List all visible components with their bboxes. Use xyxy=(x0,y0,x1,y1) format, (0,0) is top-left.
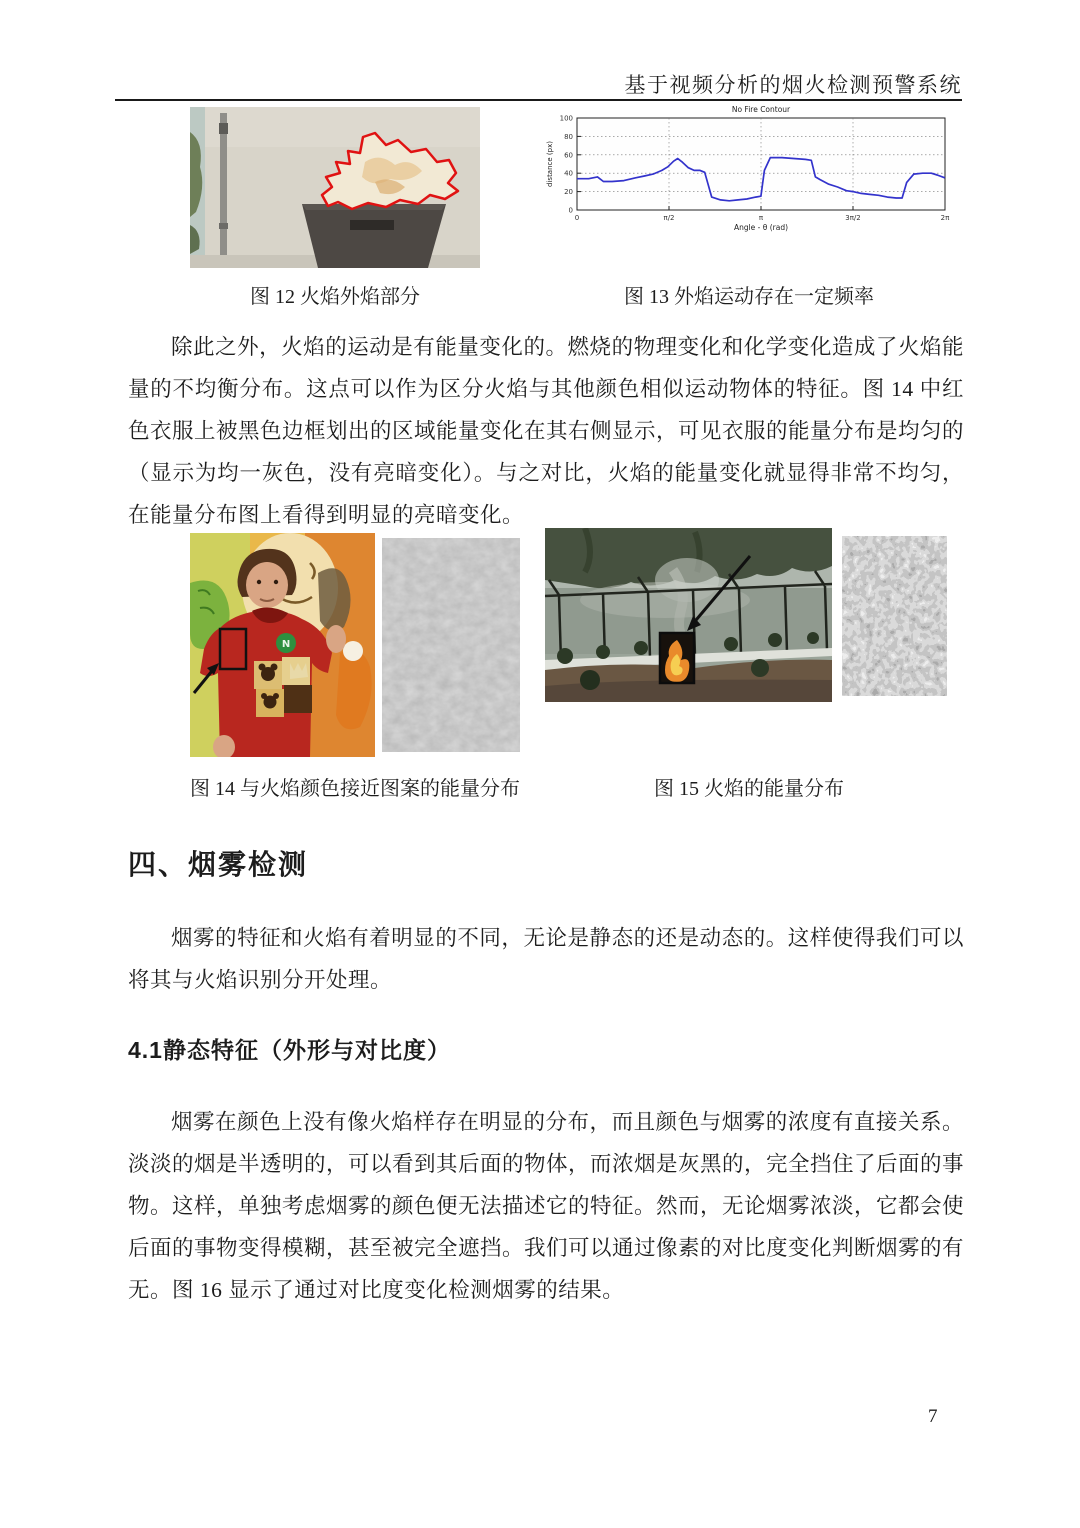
header-rule xyxy=(115,99,962,101)
x-tick-label: π xyxy=(758,214,764,222)
figure-14-image xyxy=(190,533,520,757)
y-tick-label: 40 xyxy=(564,169,573,178)
fire-scene-photo xyxy=(545,528,832,702)
boy-red-shirt-photo xyxy=(190,533,375,757)
x-tick-label: 0 xyxy=(574,214,580,222)
y-tick-label: 20 xyxy=(564,188,573,197)
y-tick-label: 100 xyxy=(559,114,573,123)
y-tick-label: 0 xyxy=(568,206,573,215)
x-tick-label: π/2 xyxy=(663,214,675,222)
figure-15-caption: 图 15 火焰的能量分布 xyxy=(654,778,844,800)
figure-15-image xyxy=(545,528,955,702)
y-tick-label: 60 xyxy=(564,151,573,160)
x-tick-label: 2π xyxy=(940,214,950,222)
fire-energy-map xyxy=(842,536,947,696)
wall-pipe xyxy=(220,113,227,255)
figure-14-caption: 图 14 与火焰颜色接近图案的能量分布 xyxy=(190,778,520,800)
figure-13-caption: 图 13 外焰运动存在一定频率 xyxy=(624,286,874,308)
section-heading-smoke-detection: 四、烟雾检测 xyxy=(128,849,309,880)
figure-12-flame-photo xyxy=(190,107,480,268)
uniform-energy-map xyxy=(382,538,520,752)
chart-title: No Fire Contour xyxy=(731,105,791,114)
figure-12-caption: 图 12 火焰外焰部分 xyxy=(250,286,420,308)
subsection-heading-static-features: 4.1静态特征（外形与对比度） xyxy=(128,1037,451,1063)
paragraph-energy-variation: 除此之外，火焰的运动是有能量变化的。燃烧的物理变化和化学变化造成了火焰能量的不均衡分布。这点可以作为区分火焰与其他颜色相似运动物体的特征。图 14 中红色衣服上被黑色边框划出的区域能量变化在其右侧显示，可见衣服的能量分布是均匀的（显示为均一灰色，没有亮暗变化）。与之对比，火焰的能量变化就显得非常不均匀，在能量分布图上看得到明显的亮暗变化。 xyxy=(128,335,965,527)
x-tick-label: 3π/2 xyxy=(845,214,861,222)
paragraph-static-features: 烟雾在颜色上没有像火焰样存在明显的分布，而且颜色与烟雾的浓度有直接关系。淡淡的烟是半透明的，可以看到其后面的物体，而浓烟是灰黑的，完全挡住了后面的事物。这样，单独考虑烟雾的颜色便无法描述它的特征。然而，无论烟雾浓淡，它都会使后面的事物变得模糊，甚至被完全遮挡。我们可以通过像素的对比度变化判断烟雾的有无。图 16 显示了通过对比度变化检测烟雾的结果。 xyxy=(128,1110,965,1302)
header-title: 基于视频分析的烟火检测预警系统 xyxy=(624,73,962,97)
fire-basin xyxy=(302,204,446,268)
paragraph-smoke-intro: 烟雾的特征和火焰有着明显的不同，无论是静态的还是动态的。这样使得我们可以将其与火焰识别分开处理。 xyxy=(128,926,964,992)
chart-xlabel: Angle - θ (rad) xyxy=(733,223,789,232)
chart-ylabel: distance (px) xyxy=(546,141,554,187)
boy-raised-hand xyxy=(326,625,346,653)
y-tick-label: 80 xyxy=(564,132,573,141)
page-number: 7 xyxy=(928,1406,938,1427)
figure-13-frequency-chart xyxy=(543,104,955,234)
svg-text:N: N xyxy=(281,639,291,650)
